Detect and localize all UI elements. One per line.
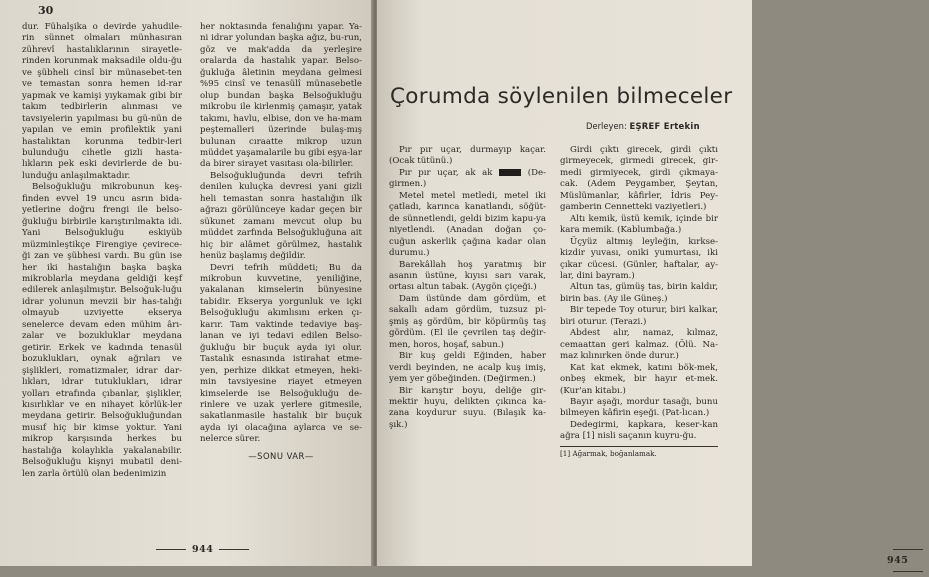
paragraph: Devri tefrih müddeti; Bu da mikrobun kuvvetine, yeniliğine, yakalanan kimselerin bünyesine tabidir. Ekserya yorgunluk ve içki Belsoğukluğu akımlısını erken çı-karır. Tam vaktinde tedaviye baş-lanan ve iyi tedavi edilen Belso-ğukluğu bir buçuk ayda iyi olur. Tastalık esnasında istirahat etme-yen, perhize dikkat etmeyen, heki-min tavsiyesine riayet etmeyen kimselerde ise Belsoğukluğu de-rinlere ve uzak yerlere gitmesile, sakatlanmasile hastalık bir buçuk ayda iyi olacağına aylarca ve se-nelerce sürer. xyxy=(200,262,362,445)
paragraph: Barekâllah hoş yaratmış bir asanın üstüne, kıyısı sarı varak, ortası altun tabak. (Aygön çiçeği.) xyxy=(389,259,546,293)
left-column-1 xyxy=(22,22,182,480)
riddle-text: Pır pır uçar, ak ak xyxy=(399,167,493,178)
paragraph: Belsoğukluğunda devri tefrih denilen kuluçka devresi yani gizli heli temastan sonra hastalığın ilk ağrazı görülünceye kadar geçen bir sükunet zamanı mevcut olup bu müddet zarfında Belsoğukluğuna ait hiç bir alâmet görülmez, hastalık henüz başlamış değildir. xyxy=(200,170,362,262)
byline-author: EŞREF Ertekin xyxy=(629,121,700,131)
paragraph: Altı kemik, üstü kemik, içinde bir kara memik. (Kablumbağa.) xyxy=(560,213,718,236)
left-column-2-body xyxy=(200,22,362,446)
paragraph: Dam üstünde dam gördüm, et sakallı adam gördüm, tuzsuz pi-şmiş aş gördüm, bir köpürmüş taş gördüm. (El ile çevrilen taş değir-men, horos, hoşaf, sabun.) xyxy=(389,293,546,350)
paragraph: Belsoğukluğu mikrobunun keş-finden evvel 19 uncu asrın bida-yetlerine doğru frengi ile belso-ğukluğu birbirile karıştırılmakta idi. Yani Belsoğukluğu eskiyüb müzminleştikçe Firengiye çevirece-ği zan ve şübhesi vardı. Bu gün ise her iki hastalığın başka başka mikroblarla meydana geldiği keşf edilerek anlaşılmıştır. Belsoğuk-luğu idrar yolunun mevzii bir has-talığı olmayub uzviyette ekserya senelerce devam eden mühim ârı-zalar ve bozukluklar meydana getirir. Erkek ve kadında tenasül bozuklukları, oynak ağrıları ve şişlikleri, romatizmaler, idrar dar-lıkları, idrar tutuklukları, idrar yolları etrafında çıbanlar, şişlikler, kısırlıklar ve en nihayet körlük-ler meydana getirir. Belsoğukluğundan musıf hiç bir kimse yoktur. Yani mikrop karşısında herkes bu hastalığa kolaylıkla yakalanabilir. Belsoğukluğu kişnyi mubatil deni-len zarla örtülü olan bedenimizin xyxy=(22,182,182,479)
right-column-2-body xyxy=(560,145,718,443)
paragraph: Altun tas, gümüş tas, birin kaldır, birin bas. (Ay ile Güneş.) xyxy=(560,282,718,304)
left-page-number: 944 xyxy=(150,544,255,555)
left-column-2 xyxy=(200,22,362,462)
right-column-1 xyxy=(389,145,546,431)
paragraph: Bir kuş geldi Eğinden, haber verdi beyinden, ne acalp kuş imiş, yem yer göbeğinden. (Değirmen.) xyxy=(389,351,546,385)
paragraph: Üçyüz altmış leyleğin, kırkse-kizdir yuvası, oniki yumurtası, iki çıkar cücesi. (Günler, haftalar, ay-lar, dini bayram.) xyxy=(560,236,718,281)
riddle-answer: (De-girmen.) xyxy=(389,167,546,190)
paragraph: Girdi çıktı girecek, girdi çıktı girmeyecek, girmedi girecek, gir-medi girmiyecek, girdi çıkmaya-cak. (Adem Peygamber, Şeytan, Müslümanlar, kâfirler, İdris Pey-gamberin Cennetteki vaziyetleri.) xyxy=(560,145,718,213)
paragraph xyxy=(389,168,546,191)
paragraph: Bayır aşağı, mordur tasağı, bunu bilmeyen kâfirin eşeği. (Pat-lıcan.) xyxy=(560,396,718,419)
end-mark: —SONU VAR— xyxy=(248,450,314,461)
right-column-2 xyxy=(560,145,718,458)
paragraph: Dedegirmi, kapkara, keser-kan ağra [1] nisli saçanın kuyru-ğu. xyxy=(560,419,718,442)
paragraph: Abdest alır, namaz, kılmaz, cemaattan geri kalmaz. (Ölü. Na-maz kılınırken önde durur.) xyxy=(560,328,718,362)
left-page xyxy=(0,0,373,566)
byline-label: Derleyen: xyxy=(586,121,627,131)
paragraph: her noktasında fenalığını yapar. Ya-ni idrar yolundan başka ağız, bu-run, göz ve mak'adda da yerleşire oralarda da hastalık yapar. Belso-ğukluğa âletinin meydana gelmesi %95 cinsî ve tenasülî münasebetle olup bundan başka Belsoğukluğu mikrobu ile kirlenmiş çamaşır, yatak takımı, havlu, elbise, don ve ha-mam peştemalleri üzerinde bulaş-mış bulunan cıraatte mikrop uzun müddet yaşamalarile bu gibi eşya-lar da birer sirayet vasıtası ola-bilirler. xyxy=(200,22,362,170)
byline xyxy=(586,121,700,131)
article-title: Çorumda söylenilen bilmeceler xyxy=(390,84,733,109)
paragraph: Kat kat ekmek, katını bök-mek, onbeş ekmek, bir hayır et-mek. (Kur'an kitabı.) xyxy=(560,362,718,396)
footnote: [1] Ağarmak, boğanlamak. xyxy=(560,446,718,458)
paragraph: dur. Fühalşika o devirde yahudile-rin sünnet olmaları münhasıran zührevî hastalıklarının sirayetle-rinden korunmak maksadile oldu-ğu ve şübheli cinsî bir münasebet-ten ve temastan sonra hemen id-rar yapmak ve kamişi yıykamak gibi bir takım tedbirlerin alınması ve tavsiyelerin yapılması bu gü-nün de yapılan ve emin profilektik yani hastalıktan korunma tedbir-leri bulunduğu cihetle gizli hasta-lıkların pek eski devirlerde de bu-lunduğu anlaşılmaktadır. xyxy=(22,22,182,181)
paragraph: Bir karıştır boyu, deliğe gir-mektir huyu, delikten çıkınca ka-zana koydurur suyu. (Bılaşık ka-şık.) xyxy=(389,385,546,430)
paragraph: Bir tepede Toy oturur, biri kalkar, biri oturur. (Terazi.) xyxy=(560,305,718,327)
left-top-number: 30 xyxy=(38,4,54,17)
redacted-mark xyxy=(499,169,521,176)
paragraph: Pır pır uçar, durmayıp kaçar. (Ocak tütünü.) xyxy=(389,145,546,167)
paragraph: Metel metel metledi, metel iki çatladı, karınca kanatlandı, söğüt-de sünnetlendi, geldi bizim kapu-ya niyetlendi. (Anadan doğan ço-cuğun askerlik çağına kadar olan durumu.) xyxy=(389,190,546,259)
right-page-number: 945 xyxy=(887,544,929,577)
